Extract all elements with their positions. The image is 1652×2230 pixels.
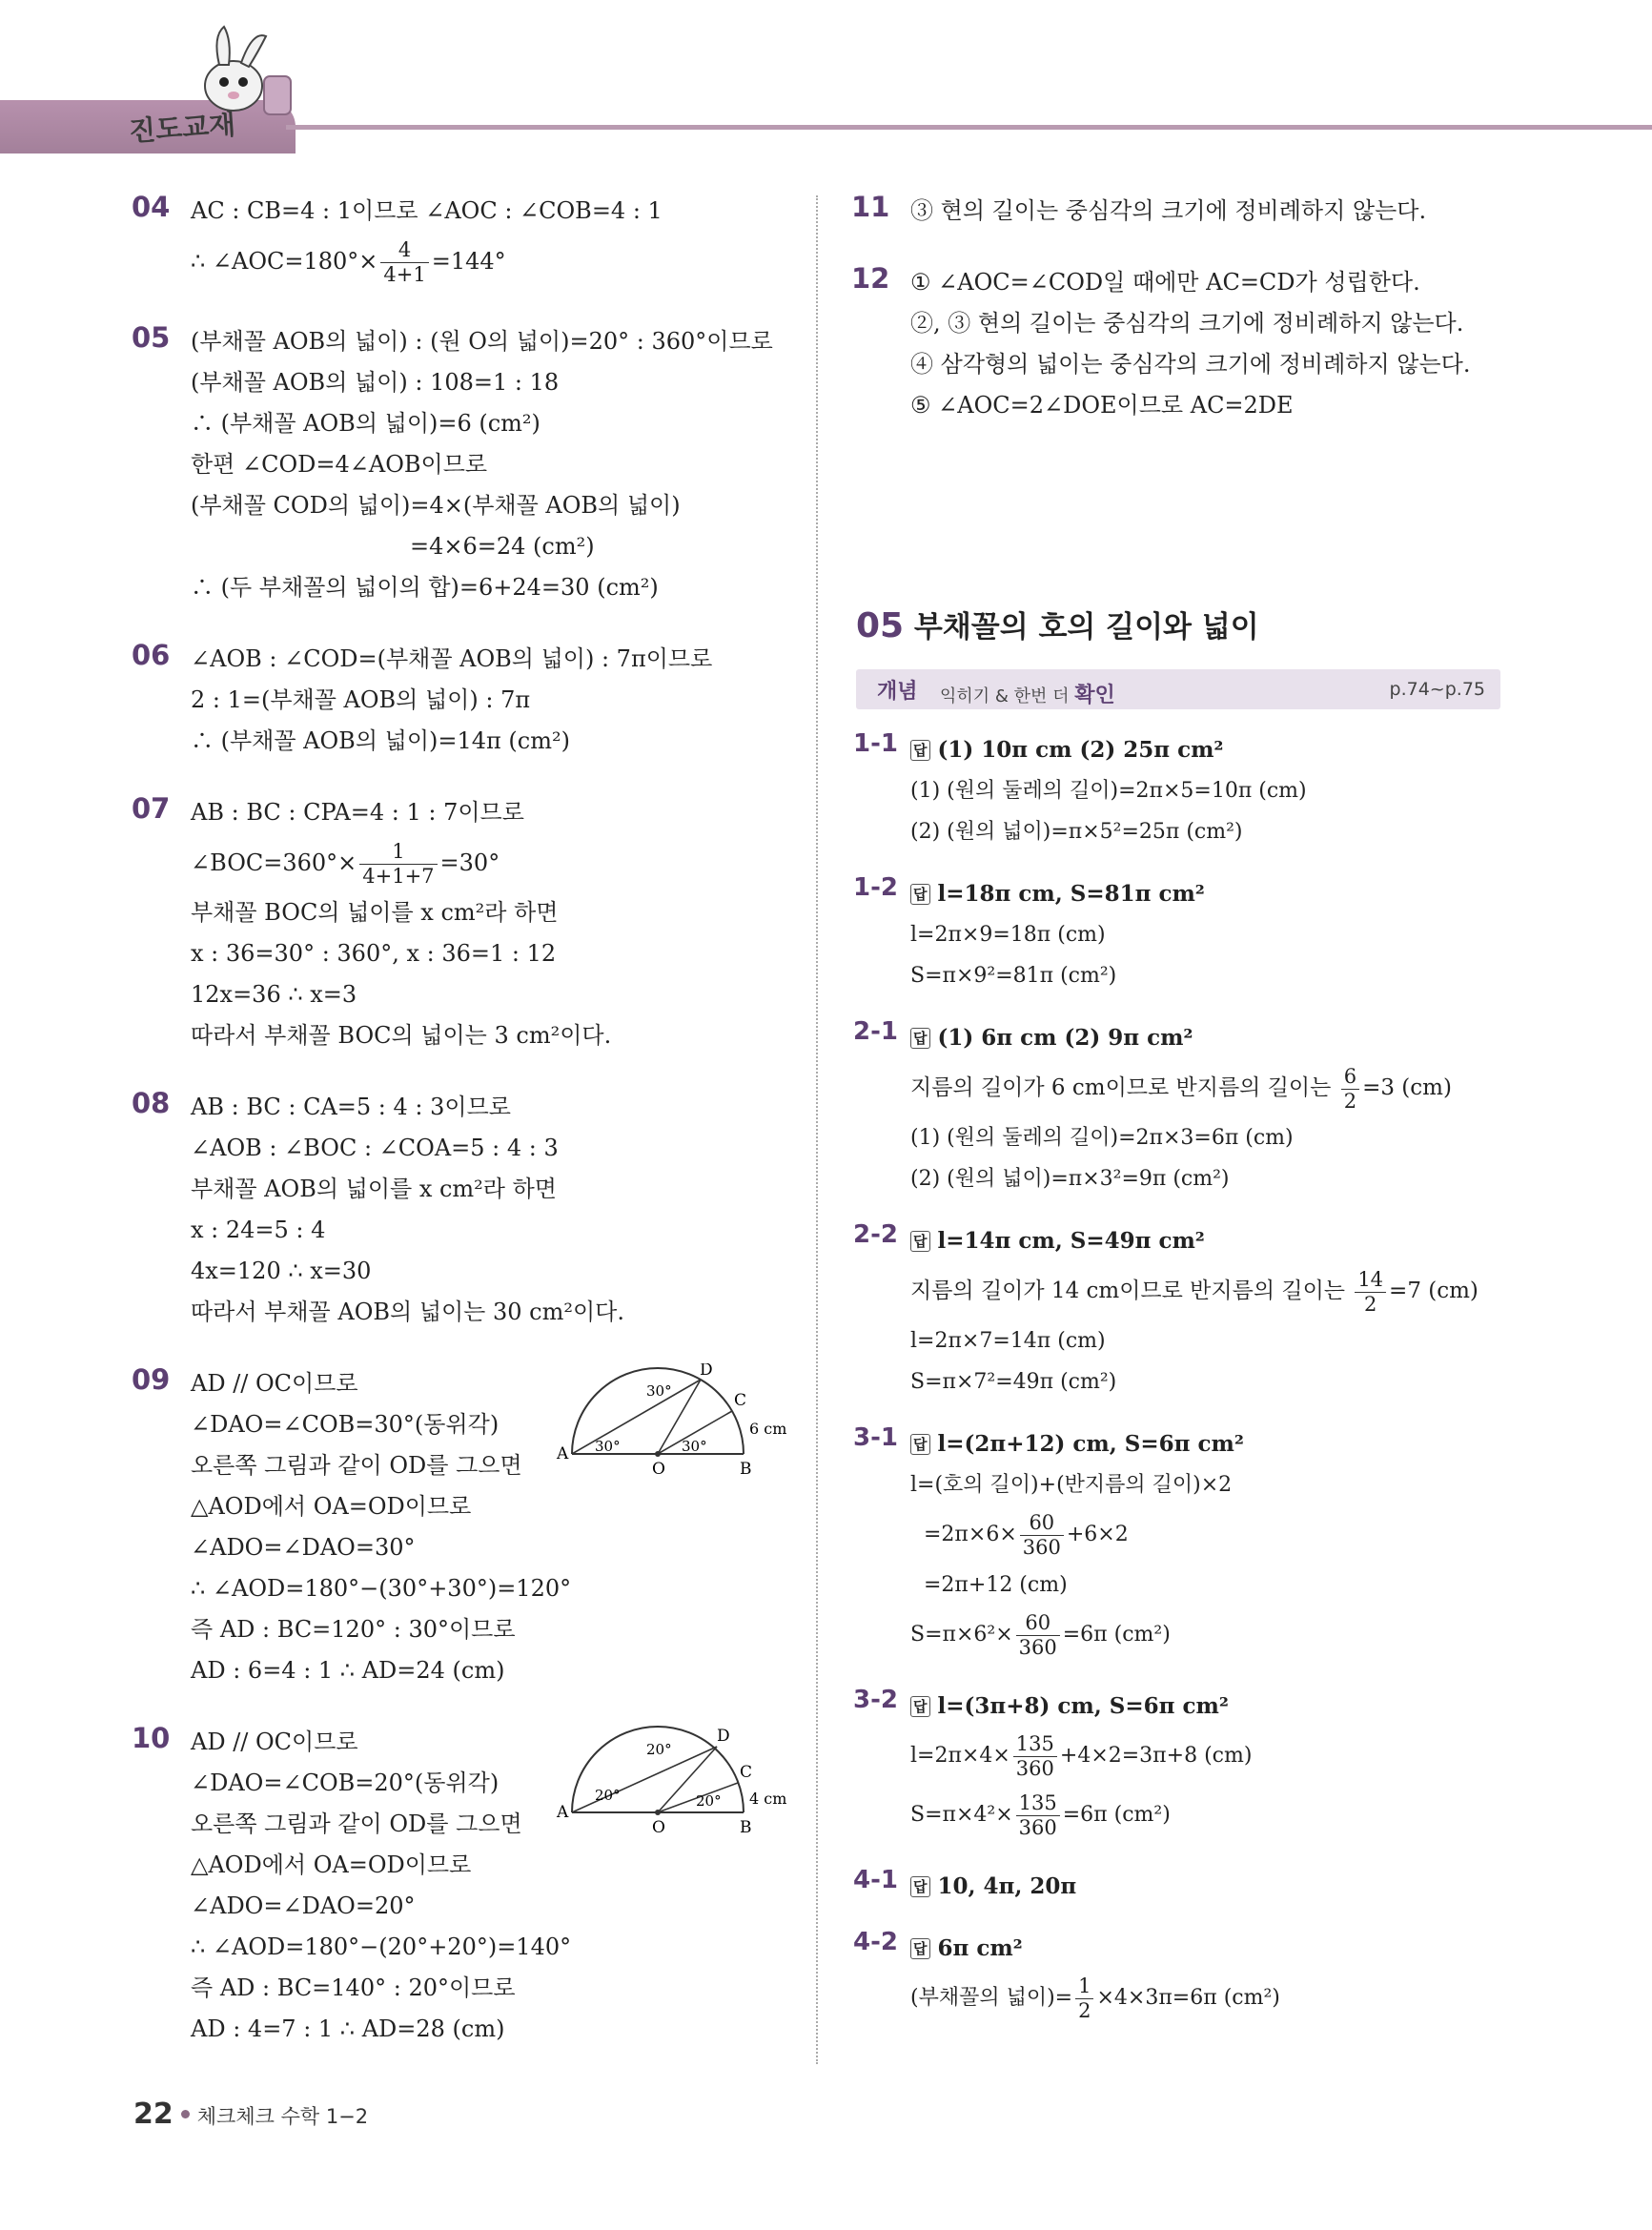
numerator: 60 xyxy=(1016,1611,1060,1636)
eq-prefix: 지름의 길이가 6 cm이므로 반지름의 길이는 xyxy=(910,1075,1338,1100)
problem-number: 11 xyxy=(851,191,890,223)
problem-10 xyxy=(133,1722,810,2050)
solution-line: (부채꼴 AOB의 넓이) : (원 O의 넓이)=20° : 360°이므로 xyxy=(191,328,773,355)
item-number: 2-2 xyxy=(853,1220,898,1249)
solution-line: AB : BC : CPA=4 : 1 : 7이므로 xyxy=(191,799,524,826)
problem-12 xyxy=(853,262,1520,426)
eq-prefix: ∠BOC=360°× xyxy=(191,849,357,876)
item-1-1 xyxy=(853,729,1520,852)
denominator: 2 xyxy=(1343,1089,1357,1113)
solution-line: 부채꼴 AOB의 넓이를 x cm²라 하면 xyxy=(191,1176,557,1202)
item-2-1 xyxy=(853,1017,1520,1199)
angle-label: 20° xyxy=(696,1792,722,1810)
numerator: 135 xyxy=(1013,1732,1057,1757)
bullet-icon xyxy=(181,2110,190,2118)
answer: (1) 6π cm (2) 9π cm² xyxy=(937,1025,1193,1051)
section-number: 05 xyxy=(856,606,905,645)
solution-line: 오른쪽 그림과 같이 OD를 그으면 xyxy=(191,1811,522,1837)
eq-prefix: =2π×6× xyxy=(924,1523,1017,1546)
eq-suffix: =7 (cm) xyxy=(1389,1279,1479,1303)
item-number: 2-1 xyxy=(853,1017,898,1046)
label-A: A xyxy=(557,1444,569,1463)
problem-number: 08 xyxy=(132,1087,171,1119)
fraction xyxy=(1341,1065,1359,1114)
item-number: 4-2 xyxy=(853,1928,898,1956)
eq-prefix: l=2π×4× xyxy=(910,1744,1010,1768)
fraction xyxy=(380,238,428,287)
problem-number: 04 xyxy=(132,191,171,223)
concept-sub-text: 익히기 & 한번 더 xyxy=(940,686,1070,706)
fraction xyxy=(1016,1791,1060,1840)
answer: l=(3π+8) cm, S=6π cm² xyxy=(937,1693,1229,1719)
eq-suffix: =30° xyxy=(439,849,500,876)
concept-check: 확인 xyxy=(1074,684,1115,707)
solution-line: ∴ (두 부채꼴의 넓이의 합)=6+24=30 (cm²) xyxy=(191,574,659,601)
problem-number: 09 xyxy=(132,1363,171,1396)
item-number: 4-1 xyxy=(853,1866,898,1894)
answer-mark-icon: 답 xyxy=(910,740,930,761)
solution-line: ∠ADO=∠DAO=20° xyxy=(191,1892,416,1919)
mascot-icon xyxy=(186,19,300,124)
denominator: 4+1+7 xyxy=(362,865,435,888)
solution-line: ②, ③ 현의 길이는 중심각의 크기에 정비례하지 않는다. xyxy=(910,310,1464,337)
item-number: 3-1 xyxy=(853,1423,898,1452)
numerator: 6 xyxy=(1341,1065,1359,1090)
solution-line: AD // OC이므로 xyxy=(191,1370,358,1397)
right-column xyxy=(853,191,1520,457)
solution-line: ∠ADO=∠DAO=30° xyxy=(191,1534,416,1561)
answer-mark-icon: 답 xyxy=(910,1028,930,1049)
eq-prefix: ∴ ∠AOC=180°× xyxy=(191,248,378,275)
header-rule xyxy=(286,125,1652,130)
length-label: 6 cm xyxy=(749,1420,787,1438)
solution-line: AD // OC이므로 xyxy=(191,1729,358,1755)
denominator: 4+1 xyxy=(383,263,426,286)
angle-label: 20° xyxy=(595,1787,621,1804)
solution-line: 즉 AD : BC=120° : 30°이므로 xyxy=(191,1616,516,1643)
eq-suffix: ×4×3π=6π (cm²) xyxy=(1096,1986,1280,2010)
label-B: B xyxy=(740,1818,752,1836)
fraction xyxy=(1020,1511,1064,1560)
solution-equation xyxy=(910,1969,1520,2028)
item-number: 1-2 xyxy=(853,873,898,902)
solution-line: =4×6=24 (cm²) xyxy=(410,533,595,560)
fraction xyxy=(359,840,437,889)
label-C: C xyxy=(734,1391,747,1410)
denominator: 360 xyxy=(1018,1815,1057,1839)
eq-prefix: 지름의 길이가 14 cm이므로 반지름의 길이는 xyxy=(910,1279,1353,1303)
length-label: 4 cm xyxy=(749,1790,787,1808)
solution-line: S=π×7²=49π (cm²) xyxy=(910,1370,1117,1394)
denominator: 360 xyxy=(1022,1535,1061,1559)
solution-line: l=2π×9=18π (cm) xyxy=(910,923,1106,947)
solution-line: 즉 AD : BC=140° : 20°이므로 xyxy=(191,1974,516,2001)
eq-suffix: =3 (cm) xyxy=(1362,1075,1452,1100)
answer: l=(2π+12) cm, S=6π cm² xyxy=(937,1431,1244,1457)
semicircle-diagram-09 xyxy=(553,1363,791,1478)
label-C: C xyxy=(740,1763,753,1782)
solution-line: (1) (원의 둘레의 길이)=2π×3=6π (cm) xyxy=(910,1126,1294,1150)
footer xyxy=(133,2097,368,2131)
eq-suffix: =6π (cm²) xyxy=(1062,1623,1171,1647)
solution-line: (2) (원의 넓이)=π×3²=9π (cm²) xyxy=(910,1167,1230,1191)
label-D: D xyxy=(700,1363,713,1380)
concept-label: 개념 xyxy=(877,680,918,704)
solution-line: l=(호의 길이)+(반지름의 길이)×2 xyxy=(910,1473,1233,1497)
solution-equation xyxy=(910,1261,1520,1320)
answer-mark-icon: 답 xyxy=(910,884,930,905)
numerator: 135 xyxy=(1016,1791,1060,1816)
solution-line: ④ 삼각형의 넓이는 중심각의 크기에 정비례하지 않는다. xyxy=(910,351,1471,378)
solution-line: AD : 4=7 : 1 ∴ AD=28 (cm) xyxy=(191,2015,505,2042)
problem-number: 10 xyxy=(132,1722,171,1754)
item-number: 3-2 xyxy=(853,1686,898,1714)
item-1-2 xyxy=(853,873,1520,996)
label-B: B xyxy=(740,1460,752,1478)
item-number: 1-1 xyxy=(853,729,898,758)
solution-line: ∴ ∠AOD=180°−(20°+20°)=140° xyxy=(191,1933,572,1960)
left-column xyxy=(133,191,810,2080)
solution-line: ∠AOB : ∠BOC : ∠COA=5 : 4 : 3 xyxy=(191,1135,559,1161)
item-3-2 xyxy=(853,1686,1520,1845)
item-3-1 xyxy=(853,1423,1520,1665)
exercise-answers xyxy=(853,729,1520,2049)
problem-11 xyxy=(853,191,1520,232)
answer: 10, 4π, 20π xyxy=(937,1873,1077,1899)
solution-equation xyxy=(191,232,810,291)
problem-number: 12 xyxy=(851,262,890,295)
denominator: 360 xyxy=(1018,1635,1057,1659)
answer: l=18π cm, S=81π cm² xyxy=(937,881,1205,907)
solution-line: (부채꼴 COD의 넓이)=4×(부채꼴 AOB의 넓이) xyxy=(191,492,681,519)
solution-line: (부채꼴 AOB의 넓이) : 108=1 : 18 xyxy=(191,369,560,396)
solution-line: ∠DAO=∠COB=20°(동위각) xyxy=(191,1770,500,1796)
solution-line: AB : BC : CA=5 : 4 : 3이므로 xyxy=(191,1094,511,1120)
problem-09 xyxy=(133,1363,810,1691)
page-range: p.74~p.75 xyxy=(1389,679,1485,700)
problem-05 xyxy=(133,321,810,608)
solution-equation xyxy=(910,1505,1520,1565)
header-label: 진도교재 xyxy=(128,108,237,148)
solution-line: △AOD에서 OA=OD이므로 xyxy=(191,1852,472,1878)
solution-line: △AOD에서 OA=OD이므로 xyxy=(191,1493,472,1520)
item-4-2 xyxy=(853,1928,1520,2028)
solution-line: =2π+12 (cm) xyxy=(924,1573,1068,1597)
solution-equation xyxy=(910,1727,1520,1786)
numerator: 60 xyxy=(1020,1511,1064,1536)
problem-08 xyxy=(133,1087,810,1333)
solution-line: AC : CB=4 : 1이므로 ∠AOC : ∠COB=4 : 1 xyxy=(191,197,663,224)
angle-label: 30° xyxy=(682,1438,707,1455)
problem-07 xyxy=(133,792,810,1056)
solution-line: ∠AOB : ∠COD=(부채꼴 AOB의 넓이) : 7π이므로 xyxy=(191,645,713,672)
solution-line: (2) (원의 넓이)=π×5²=25π (cm²) xyxy=(910,820,1243,844)
solution-equation xyxy=(910,1606,1520,1665)
angle-label: 30° xyxy=(595,1438,621,1455)
solution-line: ③ 현의 길이는 중심각의 크기에 정비례하지 않는다. xyxy=(910,197,1427,224)
solution-line: 따라서 부채꼴 BOC의 넓이는 3 cm²이다. xyxy=(191,1022,612,1049)
denominator: 2 xyxy=(1363,1292,1377,1316)
eq-prefix: S=π×4²× xyxy=(910,1803,1013,1827)
numerator: 4 xyxy=(380,238,428,263)
problem-04 xyxy=(133,191,810,291)
solution-line: 오른쪽 그림과 같이 OD를 그으면 xyxy=(191,1452,522,1479)
angle-label: 20° xyxy=(646,1741,672,1758)
answer-mark-icon: 답 xyxy=(910,1938,930,1959)
solution-line: x : 36=30° : 360°, x : 36=1 : 12 xyxy=(191,940,557,967)
solution-line: 따라서 부채꼴 AOB의 넓이는 30 cm²이다. xyxy=(191,1299,624,1325)
label-A: A xyxy=(557,1803,569,1822)
fraction xyxy=(1016,1611,1060,1660)
answer-mark-icon: 답 xyxy=(910,1231,930,1252)
column-divider xyxy=(816,195,818,2064)
answer: l=14π cm, S=49π cm² xyxy=(937,1228,1205,1254)
answer-mark-icon: 답 xyxy=(910,1876,930,1897)
label-O: O xyxy=(652,1460,665,1478)
concept-bar xyxy=(856,669,1500,709)
solution-line: ∴ ∠AOD=180°−(30°+30°)=120° xyxy=(191,1575,572,1602)
eq-suffix: +6×2 xyxy=(1066,1523,1129,1546)
solution-line: ① ∠AOC=∠COD일 때에만 AC=CD가 성립한다. xyxy=(910,269,1420,296)
solution-line: AD : 6=4 : 1 ∴ AD=24 (cm) xyxy=(191,1657,505,1684)
problem-number: 07 xyxy=(132,792,171,825)
solution-line: ∴ (부채꼴 AOB의 넓이)=14π (cm²) xyxy=(191,727,570,754)
solution-line: (1) (원의 둘레의 길이)=2π×5=10π (cm) xyxy=(910,779,1307,803)
concept-sub xyxy=(940,679,1115,708)
fraction xyxy=(1013,1732,1057,1781)
problem-number: 05 xyxy=(132,321,171,354)
numerator: 14 xyxy=(1355,1268,1386,1293)
denominator: 360 xyxy=(1015,1756,1054,1780)
solution-line: 12x=36 ∴ x=3 xyxy=(191,981,357,1008)
item-4-1 xyxy=(853,1866,1520,1907)
eq-suffix: +4×2=3π+8 (cm) xyxy=(1059,1744,1253,1768)
eq-suffix: =144° xyxy=(431,248,506,275)
fraction xyxy=(1355,1268,1386,1317)
answer: (1) 10π cm (2) 25π cm² xyxy=(937,737,1224,763)
solution-line: ⑤ ∠AOC=2∠DOE이므로 AC=2DE xyxy=(910,392,1294,419)
problem-number: 06 xyxy=(132,639,171,671)
answer-mark-icon: 답 xyxy=(910,1696,930,1717)
problem-06 xyxy=(133,639,810,762)
fraction xyxy=(1075,1974,1093,2023)
solution-line: l=2π×7=14π (cm) xyxy=(910,1329,1106,1353)
solution-line: x : 24=5 : 4 xyxy=(191,1217,326,1243)
solution-line: 4x=120 ∴ x=30 xyxy=(191,1258,372,1284)
denominator: 2 xyxy=(1078,1998,1091,2022)
solution-line: ∠DAO=∠COB=30°(동위각) xyxy=(191,1411,500,1438)
solution-line: 한편 ∠COD=4∠AOB이므로 xyxy=(191,451,488,478)
solution-line: 2 : 1=(부채꼴 AOB의 넓이) : 7π xyxy=(191,686,531,713)
eq-prefix: S=π×6²× xyxy=(910,1623,1013,1647)
book-title: 체크체크 수학 1−2 xyxy=(196,2105,369,2128)
answer-mark-icon: 답 xyxy=(910,1434,930,1455)
label-D: D xyxy=(717,1727,730,1746)
solution-line: ∴ (부채꼴 AOB의 넓이)=6 (cm²) xyxy=(191,410,540,437)
eq-suffix: =6π (cm²) xyxy=(1062,1803,1171,1827)
section-name: 부채꼴의 호의 길이와 넓이 xyxy=(913,610,1259,644)
solution-line: 부채꼴 BOC의 넓이를 x cm²라 하면 xyxy=(191,899,559,926)
angle-label: 30° xyxy=(646,1382,672,1400)
numerator: 1 xyxy=(1075,1974,1093,1999)
solution-equation xyxy=(191,833,810,892)
solution-equation xyxy=(910,1058,1520,1117)
solution-line: S=π×9²=81π (cm²) xyxy=(910,964,1117,988)
semicircle-diagram-10 xyxy=(553,1722,791,1836)
eq-prefix: (부채꼴의 넓이)= xyxy=(910,1986,1073,2010)
solution-equation xyxy=(910,1786,1520,1845)
page-number: 22 xyxy=(133,2097,173,2131)
section-title xyxy=(856,603,1259,645)
label-O: O xyxy=(652,1818,665,1836)
answer: 6π cm² xyxy=(937,1935,1023,1961)
numerator: 1 xyxy=(359,840,437,865)
item-2-2 xyxy=(853,1220,1520,1402)
